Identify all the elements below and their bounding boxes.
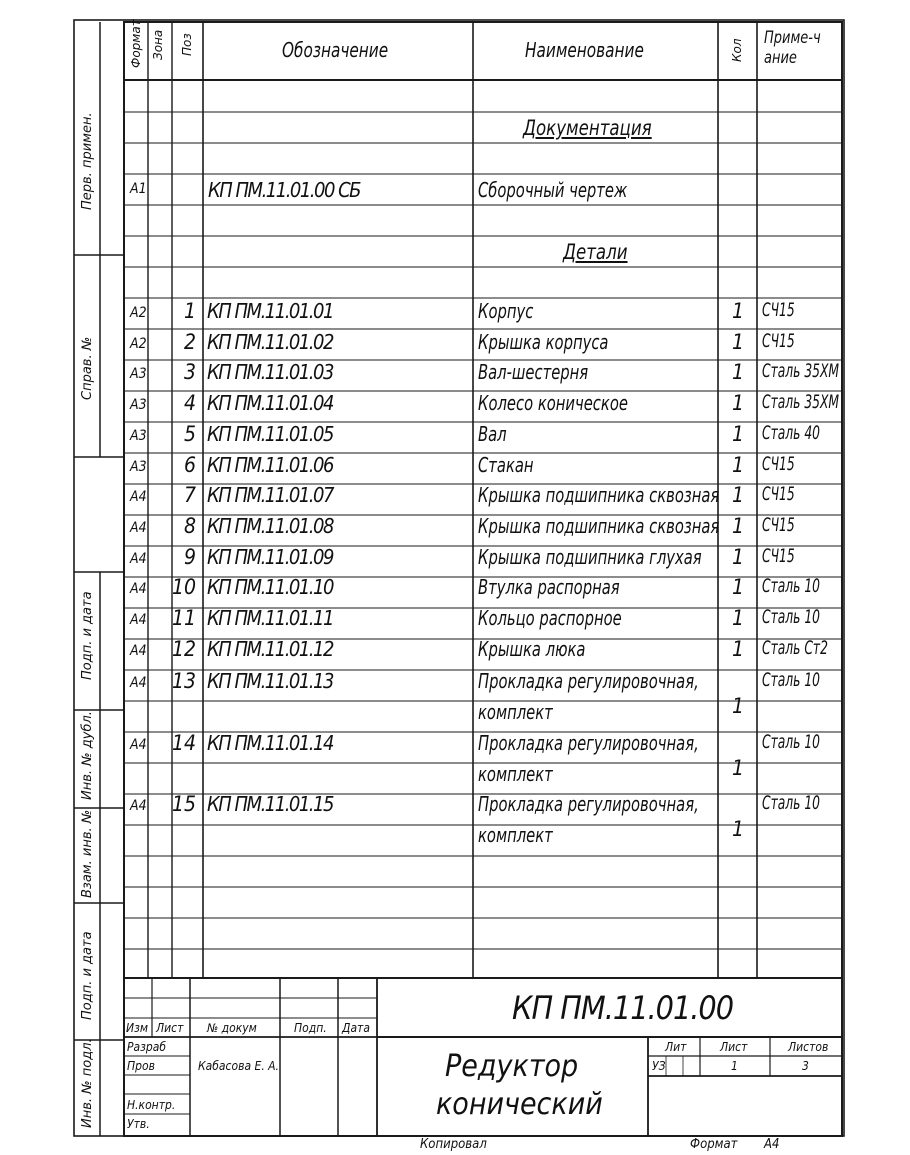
gasket-format: А4 <box>130 736 147 753</box>
gasket-name-line2: комплект <box>478 823 553 847</box>
part-designation: КП ПМ.11.01.01 <box>207 299 333 323</box>
part-position: 8 <box>183 513 196 538</box>
side-inv-podl: Инв. № подл. <box>80 1038 95 1128</box>
part-qty: 1 <box>731 299 745 323</box>
assembly-format: А1 <box>130 181 147 197</box>
part-name: Кольцо распорное <box>478 606 622 630</box>
gasket-position: 14 <box>172 730 197 755</box>
footer-copied: Копировал <box>420 1137 487 1152</box>
part-material: Сталь 35ХМ <box>762 391 840 414</box>
tb-col-podp: Подп. <box>294 1021 327 1035</box>
part-name: Колесо коническое <box>478 391 628 416</box>
part-qty: 1 <box>731 329 745 354</box>
part-designation: КП ПМ.11.01.11 <box>207 606 333 630</box>
part-designation: КП ПМ.11.01.12 <box>207 636 333 661</box>
tb-razrab: Разраб <box>127 1040 166 1054</box>
gasket-position: 15 <box>172 792 197 816</box>
part-position: 5 <box>183 421 196 446</box>
gasket-name-line1: Прокладка регулировочная, <box>478 730 699 755</box>
gasket-name-line1: Прокладка регулировочная, <box>478 669 699 693</box>
gasket-qty: 1 <box>731 817 745 841</box>
part-qty: 1 <box>731 360 745 385</box>
footer-format-value: А4 <box>764 1137 780 1152</box>
assembly-designation: КП ПМ.11.01.00 СБ <box>208 178 361 202</box>
header-note <box>764 28 828 69</box>
part-material: СЧ15 <box>762 483 795 506</box>
part-name: Крышка подшипника глухая <box>478 544 702 569</box>
part-qty: 1 <box>731 421 745 446</box>
section-documentation: Документация <box>523 116 652 140</box>
part-position: 12 <box>172 636 197 661</box>
part-position: 11 <box>172 606 197 630</box>
header-name: Наименование <box>525 38 644 62</box>
part-designation: КП ПМ.11.01.05 <box>207 421 333 446</box>
gasket-name-line2: комплект <box>478 700 553 724</box>
part-designation: КП ПМ.11.01.06 <box>207 452 333 477</box>
tb-lit-label: Лит <box>665 1040 687 1054</box>
part-material: Сталь 10 <box>762 575 820 598</box>
side-perv-primen: Перв. примен. <box>80 112 95 210</box>
tb-prov: Пров <box>127 1059 155 1073</box>
part-format: А2 <box>130 335 147 352</box>
part-material: Сталь 10 <box>762 606 820 628</box>
part-format: А3 <box>130 366 147 383</box>
gasket-name-line2: комплект <box>478 761 553 786</box>
part-format: А4 <box>130 581 147 598</box>
part-name: Вал-шестерня <box>478 360 589 385</box>
part-format: А4 <box>130 489 147 506</box>
gasket-qty: 1 <box>731 694 745 718</box>
part-position: 1 <box>183 299 196 323</box>
gasket-format: А4 <box>130 675 147 691</box>
tb-sheets-label: Листов <box>788 1040 829 1054</box>
part-qty: 1 <box>731 483 745 508</box>
footer-format-label: Формат <box>690 1137 738 1152</box>
part-position: 3 <box>183 360 196 385</box>
part-name: Крышка подшипника сквозная <box>478 483 720 508</box>
part-material: Сталь 35ХМ <box>762 360 840 383</box>
part-format: А4 <box>130 612 147 628</box>
part-material: СЧ15 <box>762 513 795 536</box>
part-name: Вал <box>478 421 507 446</box>
side-vzam-inv: Взам. инв. № <box>80 809 95 898</box>
part-material: СЧ15 <box>762 452 795 475</box>
part-material: СЧ15 <box>762 544 795 567</box>
gasket-position: 13 <box>172 669 197 693</box>
part-designation: КП ПМ.11.01.08 <box>207 513 333 538</box>
header-qty: Кол <box>730 38 744 62</box>
part-format: А4 <box>130 519 147 536</box>
part-qty: 1 <box>731 575 745 600</box>
side-podp-data-1: Подп. и дата <box>80 591 95 680</box>
header-designation: Обозначение <box>282 38 389 62</box>
part-designation: КП ПМ.11.01.09 <box>207 544 333 569</box>
section-details: Детали <box>563 240 628 264</box>
part-qty: 1 <box>731 452 745 477</box>
part-name: Крышка подшипника сквозная <box>478 513 720 538</box>
part-qty: 1 <box>731 544 745 569</box>
part-format: А2 <box>130 305 147 321</box>
assembly-name: Сборочный чертеж <box>478 178 628 202</box>
header-note-text: Приме-чание <box>764 28 821 69</box>
part-designation: КП ПМ.11.01.07 <box>207 483 333 508</box>
part-material: СЧ15 <box>762 299 795 321</box>
header-zone: Зона <box>151 29 165 60</box>
doc-title-line1: Редуктор <box>445 1049 579 1084</box>
part-name: Крышка люка <box>478 636 586 661</box>
gasket-material: Сталь 10 <box>762 792 820 814</box>
side-sprav: Справ. № <box>80 336 95 400</box>
gasket-material: Сталь 10 <box>762 730 820 753</box>
gasket-format: А4 <box>130 798 147 814</box>
gasket-qty: 1 <box>731 755 745 780</box>
part-position: 6 <box>183 452 196 477</box>
part-qty: 1 <box>731 513 745 538</box>
part-designation: КП ПМ.11.01.04 <box>207 391 333 416</box>
header-pos: Поз <box>180 33 194 56</box>
gasket-designation: КП ПМ.11.01.13 <box>207 669 333 693</box>
tb-col-doc: № докум <box>207 1021 257 1035</box>
part-qty: 1 <box>731 391 745 416</box>
side-podp-data-2: Подп. и дата <box>80 931 95 1020</box>
part-position: 10 <box>172 575 197 600</box>
doc-code: КП ПМ.11.01.00 <box>512 989 734 1027</box>
part-position: 4 <box>183 391 196 416</box>
part-qty: 1 <box>731 636 745 661</box>
part-material: Сталь Ст2 <box>762 636 828 659</box>
side-inv-dubl: Инв. № дубл. <box>80 711 95 800</box>
part-name: Стакан <box>478 452 534 477</box>
tb-col-izm: Изм <box>126 1021 148 1035</box>
part-position: 7 <box>183 483 196 508</box>
tb-prov-name: Кабасова Е. А. <box>198 1059 279 1073</box>
tb-nkontr: Н.контр. <box>127 1098 176 1112</box>
gasket-designation: КП ПМ.11.01.15 <box>207 792 333 816</box>
gasket-material: Сталь 10 <box>762 669 820 691</box>
tb-col-list: Лист <box>156 1021 184 1035</box>
gasket-designation: КП ПМ.11.01.14 <box>207 730 333 755</box>
part-designation: КП ПМ.11.01.02 <box>207 329 333 354</box>
part-position: 9 <box>183 544 196 569</box>
gasket-name-line1: Прокладка регулировочная, <box>478 792 699 816</box>
part-format: А4 <box>130 550 147 567</box>
tb-lit-value: УЗ <box>652 1059 666 1073</box>
part-format: А4 <box>130 642 147 659</box>
part-position: 2 <box>183 329 196 354</box>
header-format: Формат <box>129 19 143 68</box>
doc-title-line2: конический <box>436 1087 603 1122</box>
tb-col-date: Дата <box>342 1021 370 1035</box>
part-designation: КП ПМ.11.01.10 <box>207 575 333 600</box>
part-name: Крышка корпуса <box>478 329 609 354</box>
tb-utv: Утв. <box>127 1117 150 1131</box>
part-format: А3 <box>130 458 147 475</box>
tb-sheet-value: 1 <box>731 1059 738 1073</box>
part-name: Корпус <box>478 299 534 323</box>
part-designation: КП ПМ.11.01.03 <box>207 360 333 385</box>
part-format: А3 <box>130 397 147 414</box>
part-format: А3 <box>130 427 147 444</box>
tb-sheets-value: 3 <box>802 1059 809 1073</box>
tb-sheet-label: Лист <box>720 1040 748 1054</box>
part-material: СЧ15 <box>762 329 795 352</box>
part-material: Сталь 40 <box>762 421 820 444</box>
part-name: Втулка распорная <box>478 575 620 600</box>
part-qty: 1 <box>731 606 745 630</box>
